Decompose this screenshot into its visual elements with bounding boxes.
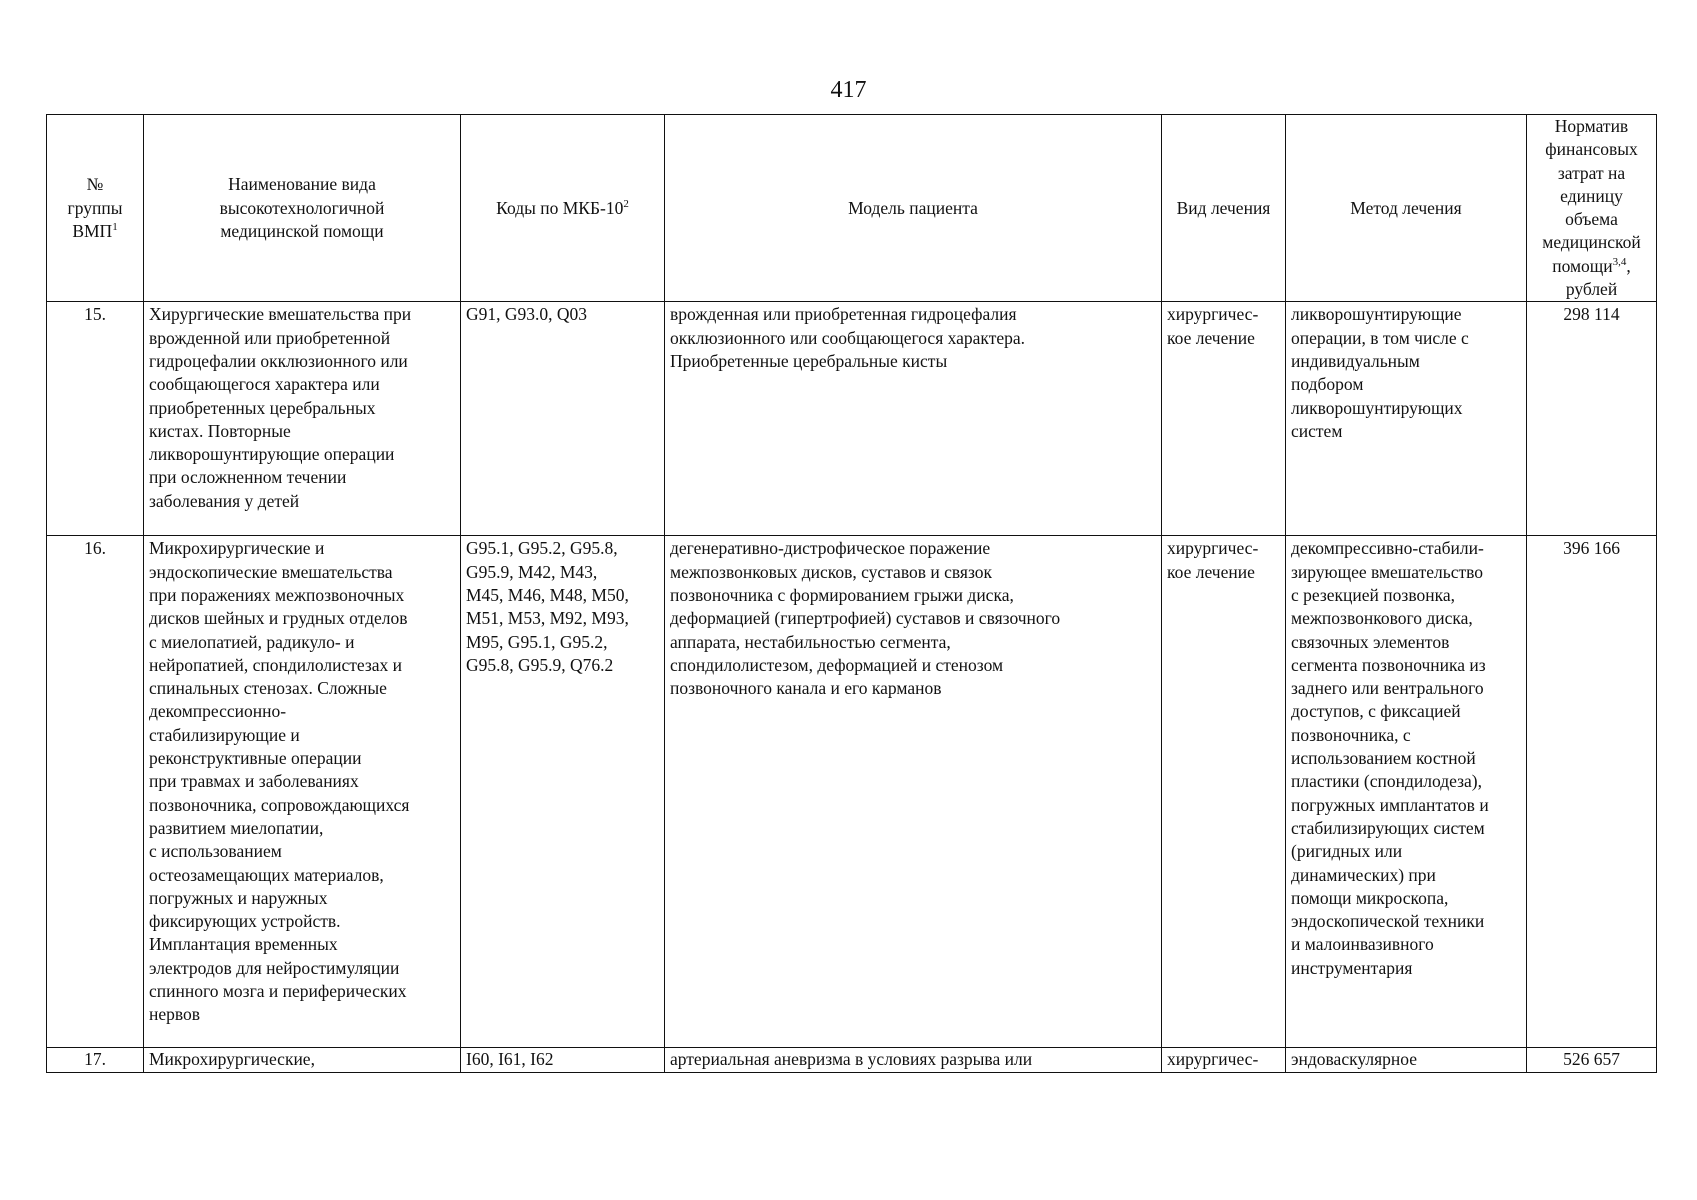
page-number: 417 (830, 77, 867, 103)
cell-icd-codes: I60, I61, I62 (461, 1048, 665, 1073)
cell-patient-model: врожденная или приобретенная гидроцефалия окклюзионного или сообщающегося характера. Приобретенные церебральные кисты (665, 302, 1162, 536)
cell-cost-norm: 396 166 (1527, 536, 1657, 1048)
cell-care-type-name: Микрохирургические, (144, 1048, 461, 1073)
header-treatment-method: Метод лечения (1286, 115, 1527, 302)
cell-patient-model: дегенеративно-дистрофическое поражение межпозвонковых дисков, суставов и связок позвоночника с формированием грыжи диска, деформацией (гипертрофией) суставов и связочного аппарата, нестабильностью сегмента, спондилолистезом, деформацией и стенозом позвоночного канала и его карманов (665, 536, 1162, 1048)
cell-group-number: 15. (47, 302, 144, 536)
cell-group-number: 17. (47, 1048, 144, 1073)
cell-group-number: 16. (47, 536, 144, 1048)
cell-care-type-name: Микрохирургические и эндоскопические вмешательства при поражениях межпозвоночных дисков шейных и грудных отделов с миелопатией, радикуло- и нейропатией, спондилолистезах и спинальных стенозах. Сложные декомпрессионно- стабилизирующие и реконструктивные операции при травмах и заболеваниях позвоночника, сопровождающихся развитием миелопатии, с использованием остеозамещающих материалов, погружных и наружных фиксирующих устройств. Имплантация временных электродов для нейростимуляции спинного мозга и периферических нервов (144, 536, 461, 1048)
vmp-table (46, 114, 1657, 1073)
cell-cost-norm: 526 657 (1527, 1048, 1657, 1073)
header-treatment-type: Вид лечения (1162, 115, 1286, 302)
header-care-type-name: Наименование вида высокотехнологичной медицинской помощи (144, 115, 461, 302)
cell-care-type-name: Хирургические вмешательства при врожденной или приобретенной гидроцефалии окклюзионного или сообщающегося характера или приобретенных церебральных кистах. Повторные ликворошунтирующие операции при осложненном течении заболевания у детей (144, 302, 461, 536)
table-row (47, 1048, 1657, 1073)
cell-icd-codes: G95.1, G95.2, G95.8, G95.9, M42, M43, M45, M46, M48, M50, M51, M53, M92, M93, M95, G95.1, G95.2, G95.8, G95.9, Q76.2 (461, 536, 665, 1048)
cell-icd-codes: G91, G93.0, Q03 (461, 302, 665, 536)
header-icd-codes: Коды по МКБ-$10^2$ (461, 115, 665, 302)
cell-treatment-type: хирургичес- (1162, 1048, 1286, 1073)
table-header-row (47, 115, 1657, 302)
cell-treatment-type: хирургичес- кое лечение (1162, 302, 1286, 536)
header-cost-norm: Норматив финансовых затрат на единицу объема медицинской помощи$^{3,4}$, рублей (1527, 115, 1657, 302)
cell-treatment-method: эндоваскулярное (1286, 1048, 1527, 1073)
cell-treatment-method: декомпрессивно-стабили- зирующее вмешательство с резекцией позвонка, межпозвонкового диска, связочных элементов сегмента позвоночника из заднего или вентрального доступов, с фиксацией позвоночника, с использованием костной пластики (спондилодеза), погружных имплантатов и стабилизирующих систем (ригидных или динамических) при помощи микроскопа, эндоскопической техники и малоинвазивного инструментария (1286, 536, 1527, 1048)
cell-treatment-type: хирургичес- кое лечение (1162, 536, 1286, 1048)
cell-treatment-method: ликворошунтирующие операции, в том числе с индивидуальным подбором ликворошунтирующих систем (1286, 302, 1527, 536)
cell-cost-norm: 298 114 (1527, 302, 1657, 536)
table-row (47, 302, 1657, 536)
header-group-number: № группы ВМП$^1$ (47, 115, 144, 302)
table-row (47, 536, 1657, 1048)
cell-patient-model: артериальная аневризма в условиях разрыва или (665, 1048, 1162, 1073)
header-patient-model: Модель пациента (665, 115, 1162, 302)
